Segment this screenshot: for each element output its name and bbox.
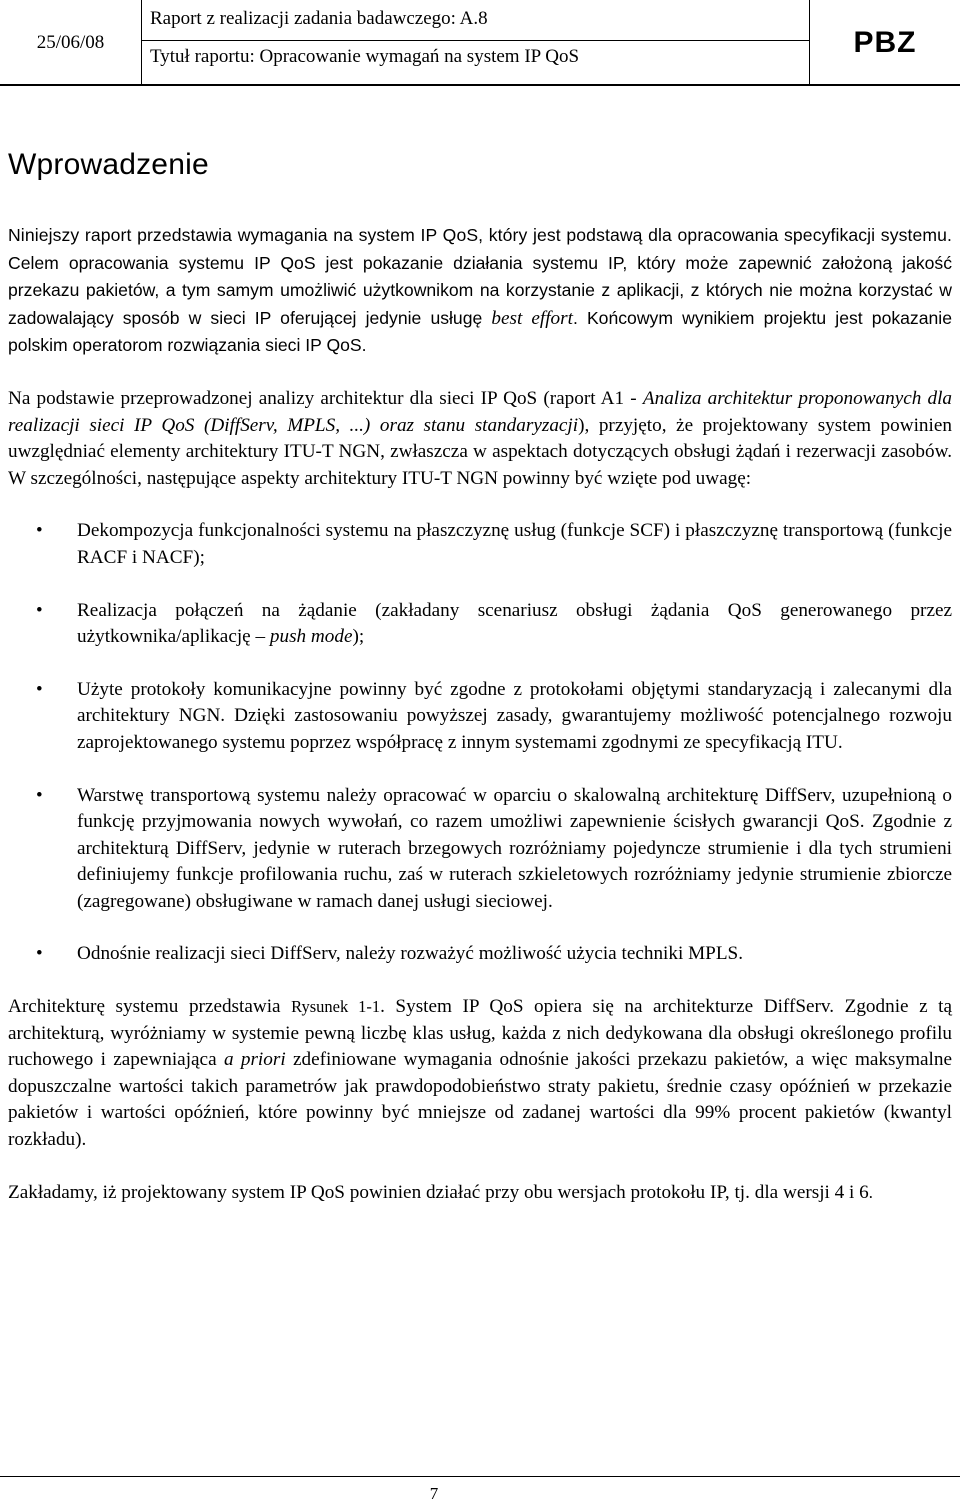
list-item [8,518,952,571]
bullet-icon: • [36,599,43,621]
bullet-icon: • [36,784,43,806]
analysis-report-title: Analiza architektur proponowanych dla realizacji sieci IP QoS (DiffServ, MPLS, ...) oraz stanu standaryzacji [8,387,953,436]
list-item-text: Warstwę transportową systemu należy opracować w oparciu o skalowalną architekturę DiffServ, uzupełnioną o funkcję przyjmowania nowych wywołań, co razem umożliwi zapewnienie ścisłych gwarancji QoS. Zgodnie z architekturą DiffServ, jedynie w ruterach brzegowych rozróżniamy pojedyncze strumienie i dla tych strumieni definiujemy funkcje profilowania ruchu, zaś w ruterach szkieletowych rozróżniamy jedynie strumienie zbiorcze (zagregowane) obsługiwane w ramach danej usługi sieciowej. [77,784,952,912]
intro-conclusion: . Końcowym wynikiem projektu jest pokazanie polskim operatorom rozwiązania sieci IP QoS. [8,307,952,356]
page-number: 7 [429,1484,439,1503]
list-item [8,598,952,651]
document-body [8,222,952,1232]
push-mode-term: push mode [269,626,353,648]
header-divider [142,40,810,41]
requirements-list [8,518,952,968]
list-item-text: Dekompozycja funkcjonalności systemu na płaszczyznę usług (funkcje SCF) i płaszczyznę transportową (funkcje RACF i NACF); [77,520,952,568]
architecture-text-end: zdefiniowane wymagania odnośnie jakości przekazu pakietów, a więc maksymalne dopuszczalne wartości takich parametrów jak prawdopodobieństwo straty pakietu, średnie czasy opóźnień w przekazie pakietów i wartości opóźnień, które powinny być mniejsze od zadanej wartości dla 99% procent pakietów (kwantyl rozkładu). [8,1049,952,1151]
analysis-text-start: Na podstawie przeprowadzonej analizy architektur dla sieci IP QoS (raport A1 - [8,387,643,409]
paragraph-architecture [8,994,952,1154]
header-title-line: Tytuł raportu: Opracowanie wymagań na system IP QoS [150,46,580,67]
list-item-text: Realizacja połączeń na żądanie (zakładany scenariusz obsługi żądania QoS generowanego przez użytkownika/aplikację – [77,599,952,648]
header-title-block [142,0,810,86]
analysis-text-end: ), przyjęto, że projektowany system powinien uwzględniać elementy architektury ITU-T NGN, zwłaszcza w aspektach dotyczących obsługi żądań i rezerwacji zasobów. W szczególności, następujące aspekty architektury ITU-T NGN powinny być wzięte pod uwagę: [8,414,952,489]
bullet-icon: • [36,520,43,542]
header-date: 25/06/08 [0,0,142,86]
figure-reference: Rysunek 1-1 [291,997,381,1017]
paragraph-analysis [8,386,952,492]
list-item [8,677,952,757]
architecture-text-mid: . System IP QoS opiera się na architekturze DiffServ. Zgodnie z tą architekturą, wyróżniamy w systemie pewną liczbę klas usług, każda z nich dedykowana dla obsługi określonego profilu ruchowego i zapewniająca [8,996,953,1071]
section-title: Wprowadzenie [8,148,209,181]
list-item [8,941,952,968]
list-item-text: Odnośnie realizacji sieci DiffServ, należy rozważyć możliwość użycia techniki MPLS. [77,943,744,965]
header-report-line: Raport z realizacji zadania badawczego: A.8 [150,8,488,29]
a-priori-term: a priori [223,1049,286,1071]
list-item-text-end: ); [352,626,365,648]
intro-sentence: Niniejszy raport przedstawia wymagania na system IP QoS, który jest podstawą dla opracowania specyfikacji systemu. [8,225,952,245]
paragraph-ip-versions [8,1180,952,1207]
list-item-text: Użyte protokoły komunikacyjne powinny być zgodne z protokołami objętymi standaryzacją i zalecanymi dla architektury NGN. Dzięki zastosowaniu powyższej zasady, gwarantujemy możliwość potencjalnego rozwoju zaprojektowanego systemu poprzez współpracę z innym systemami zgodnymi ze specyfikacją ITU. [77,678,952,753]
ip-versions-period: . [868,1182,873,1202]
intro-goal-text: Celem opracowania systemu IP QoS jest pokazanie działania systemu IP, który może zapewnić założoną jakość przekazu pakietów, a tym samym umożliwić użytkownikom na korzystanie z aplikacji, z których nie można korzystać w zadowalający sposób w sieci IP oferującej jedynie usługę [8,252,952,328]
header-logo: PBZ [853,26,917,59]
paragraph-intro [8,222,952,360]
footer-rule [0,1476,960,1477]
ip-versions-text: Zakładamy, iż projektowany system IP QoS powinien działać przy obu wersjach protokołu IP, tj. dla wersji 4 i 6 [8,1181,869,1203]
page-header [0,0,960,86]
bullet-icon: • [36,943,43,965]
bullet-icon: • [36,678,43,700]
list-item [8,783,952,916]
intro-best-effort: best effort [491,307,573,329]
architecture-text-start: Architekturę systemu przedstawia [8,996,292,1018]
